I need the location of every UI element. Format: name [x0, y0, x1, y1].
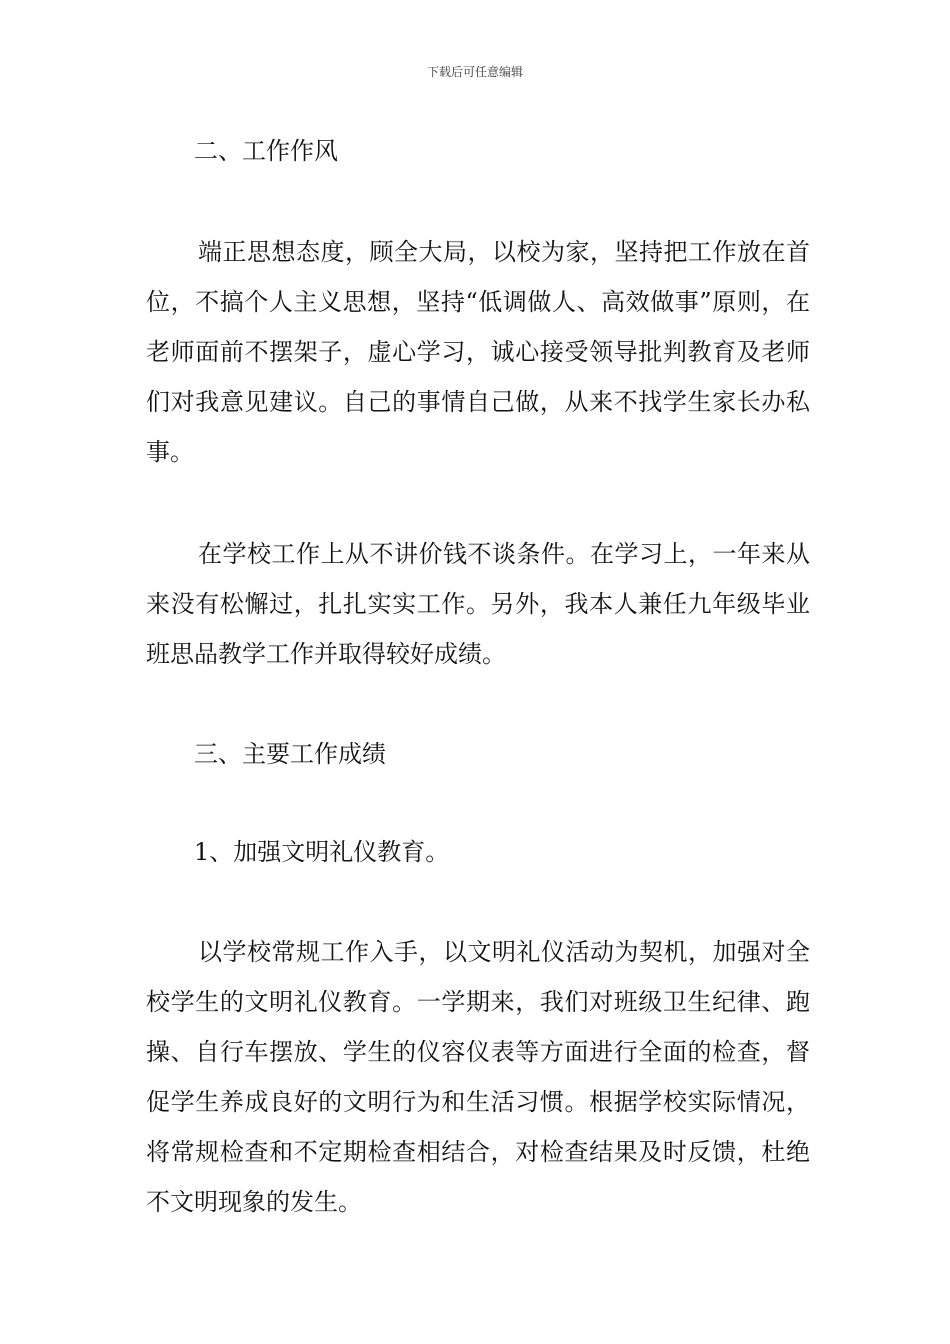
document-body [146, 128, 810, 1227]
spacer [146, 778, 810, 829]
spacer [146, 679, 810, 731]
spacer [146, 175, 810, 227]
paragraph-attitude: 端正思想态度，顾全大局，以校为家，坚持把工作放在首位，不搞个人主义思想，坚持“低调做人、高效做事”原则，在老师面前不摆架子，虚心学习，诚心接受领导批判教育及老师们对我意见建议。自己的事情自己做，从来不找学生家长办私事。 [146, 238, 810, 466]
spacer [146, 477, 810, 529]
spacer [146, 876, 810, 927]
section-heading-work-style: 二、工作作风 [194, 137, 338, 165]
paragraph-work: 在学校工作上从不讲价钱不谈条件。在学习上，一年来从来没有松懈过，扎扎实实工作。另外，我本人兼任九年级毕业班思品教学工作并取得较好成绩。 [146, 540, 810, 668]
page-header-note: 下载后可任意编辑 [426, 65, 523, 79]
item-heading-etiquette: 1、加强文明礼仪教育。 [194, 838, 450, 866]
section-heading-achievements: 三、主要工作成绩 [194, 740, 386, 768]
paragraph-etiquette: 以学校常规工作入手，以文明礼仪活动为契机，加强对全校学生的文明礼仪教育。一学期来，我们对班级卫生纪律、跑操、自行车摆放、学生的仪容仪表等方面进行全面的检查，督促学生养成良好的文明行为和生活习惯。根据学校实际情况，将常规检查和不定期检查相结合，对检查结果及时反馈，杜绝不文明现象的发生。 [146, 938, 810, 1216]
